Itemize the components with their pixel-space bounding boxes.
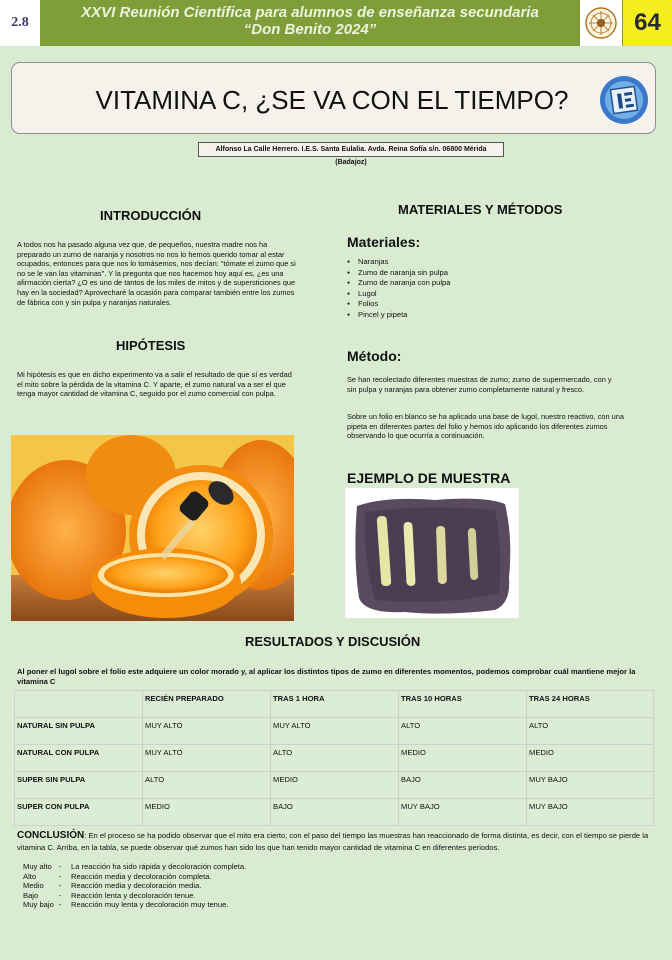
table-cell: ALTO (527, 718, 654, 745)
hypothesis-heading: HIPÓTESIS (116, 338, 186, 353)
legend-key: Alto (23, 871, 37, 881)
conclusion (17, 830, 657, 854)
intro-heading: INTRODUCCIÓN (100, 208, 202, 223)
legend-desc: Reacción muy lenta y decoloración muy tenue. (71, 900, 229, 910)
table-row-header: SUPER CON PULPA (15, 799, 143, 826)
list-item: ● Zumo de naranja sin pulpa (347, 268, 450, 279)
results-intro: Al poner el lugol sobre el folio este adquiere un color morado y, al aplicar los distintos tipos de zumo en diferentes momentos, podemos comprobar cuál mantiene mejor la vitamina C (17, 667, 636, 686)
header-bar (0, 0, 672, 46)
table-cell: ALTO (271, 745, 399, 772)
table-header-cell: TRAS 10 HORAS (399, 691, 527, 718)
table-row (15, 799, 654, 826)
table-cell: BAJO (271, 799, 399, 826)
event-title-line1: XXVI Reunión Científica para alumnos de enseñanza secundaria (81, 4, 539, 21)
table-row (15, 745, 654, 772)
legend-dash: - (59, 881, 62, 891)
event-title-line2: “Don Benito 2024” (243, 21, 377, 38)
table-cell: MEDIO (143, 799, 271, 826)
seal-icon (584, 6, 618, 40)
list-item: ● Naranjas (347, 257, 450, 268)
sample-heading: EJEMPLO DE MUESTRA (347, 470, 511, 486)
table-header-cell: TRAS 24 HORAS (527, 691, 654, 718)
conclusion-label: CONCLUSIÓN (17, 830, 85, 841)
legend-key: Muy alto (23, 862, 52, 871)
table-header-row (15, 691, 654, 718)
legend-dash: - (59, 890, 62, 900)
legend-key: Medio (23, 881, 44, 891)
table-cell: MEDIO (399, 745, 527, 772)
materials-heading: MATERIALES Y MÉTODOS (398, 202, 563, 217)
method-heading: Método: (347, 348, 402, 364)
method-text-2: Sobre un folio en blanco se ha aplicado una base de lugol, nuestro reactivo, con una pipeta en diferentes partes del folio y hemos ido aplicando los diferentes zumos observando lo que ocurría a continuación. (347, 412, 624, 441)
legend-key: Muy bajo (23, 900, 54, 910)
intro-text: A todos nos ha pasado alguna vez que, de pequeños, nuestra madre nos ha preparado un zumo de naranja y nosotros no nos lo hemos querido tomar al estar ocupados, entonces para que nos lo tomásemos, nos decían: "tómate el zumo que si no se le van las vitaminas". Y la pregunta que nos hacemos hoy aquí es, ¿es una afirmación cierta? ¿O es uno de tantos de los miles de mitos y de supersticiones que hay en la sociedad? Aprovecharé la ocasión para comparar también entre los zumos de fábrica con y sin pulpa y naranjas naturales. (17, 240, 296, 307)
table-header-cell: TRAS 1 HORA (271, 691, 399, 718)
legend-dash: - (59, 900, 62, 910)
legend (23, 862, 246, 910)
table-row (15, 718, 654, 745)
table-cell: MEDIO (271, 772, 399, 799)
legend-desc: Reacción lenta y decoloración tenue. (71, 890, 196, 900)
title-box (11, 62, 656, 134)
hypothesis-text: Mi hipótesis es que en dicho experimento va a salir el resultado de que sí es verdad el mito sobre la pérdida de la vitamina C. Y aparte, el zumo natural va a ser el que tenga mayor cantidad de vitamina C, seguido por el zumo comercial con pulpa. (17, 370, 292, 399)
table-row-header: NATURAL CON PULPA (15, 745, 143, 772)
table-row-header: NATURAL SIN PULPA (15, 718, 143, 745)
table-row (15, 772, 654, 799)
table-cell: ALTO (143, 772, 271, 799)
table-cell: MUY BAJO (527, 772, 654, 799)
legend-row (23, 862, 246, 872)
poster-title: VITAMINA C, ¿SE VA CON EL TIEMPO? (95, 85, 569, 115)
poster-number: 64 (623, 0, 672, 46)
materials-subheading: Materiales: (347, 234, 421, 250)
table-header-cell (15, 691, 143, 718)
legend-row (23, 891, 246, 901)
legend-row (23, 881, 246, 891)
table-cell: MUY BAJO (527, 799, 654, 826)
event-title (44, 4, 576, 38)
legend-desc: La reacción ha sido rápida y decoloración completa. (71, 862, 247, 871)
table-cell: MUY ALTO (271, 718, 399, 745)
legend-dash: - (59, 871, 62, 881)
results-table (14, 690, 654, 826)
table-cell: ALTO (399, 718, 527, 745)
list-item: ● Zumo de naranja con pulpa (347, 278, 450, 289)
legend-desc: Reacción media y decoloración completa. (71, 871, 212, 881)
table-cell: MEDIO (527, 745, 654, 772)
legend-dash: - (59, 862, 62, 871)
event-logo (0, 0, 40, 46)
method-text-1: Se han recolectado diferentes muestras de zumo; zumo de supermercado, con y sin pulpa y naranjas para obtener zumo completamente natural y fresco. (347, 375, 612, 394)
orange-dropper-photo (11, 435, 294, 621)
event-logo-text: 2.8 (11, 15, 29, 30)
table-row-header: SUPER SIN PULPA (15, 772, 143, 799)
author-line: Alfonso La Calle Herrero. I.E.S. Santa Eulalia. Avda. Reina Sofía s/n. 06800 Mérida (Badajoz) (198, 142, 504, 157)
list-item: ● Lugol (347, 289, 450, 300)
table-cell: BAJO (399, 772, 527, 799)
table-header-cell: RECIÉN PREPARADO (143, 691, 271, 718)
table-cell: MUY ALTO (143, 718, 271, 745)
conclusion-text: : En el proceso se ha podido observar que el mito era cierto, con el paso del tiempo las muestras han reaccionado de forma distinta, es decir, con el tiempo se pierde la vitamina C. Arriba, en la tabla, se puede observar qué zumos han sido los que han tenido mayor cantidad de vitamina C en diferentes periodos. (17, 831, 649, 852)
sample-photo (345, 488, 519, 618)
list-item: ● Folios (347, 299, 450, 310)
legend-desc: Reacción media y decoloración media. (71, 881, 202, 891)
school-logo-icon (598, 74, 650, 126)
materials-list (347, 257, 450, 321)
institution-seal (580, 0, 622, 46)
legend-row (23, 900, 246, 910)
legend-row (23, 872, 246, 882)
list-item: ● Pincel y pipeta (347, 310, 450, 321)
legend-key: Bajo (23, 890, 39, 900)
table-cell: MUY BAJO (399, 799, 527, 826)
results-heading: RESULTADOS Y DISCUSIÓN (245, 634, 421, 649)
table-cell: MUY ALTO (143, 745, 271, 772)
